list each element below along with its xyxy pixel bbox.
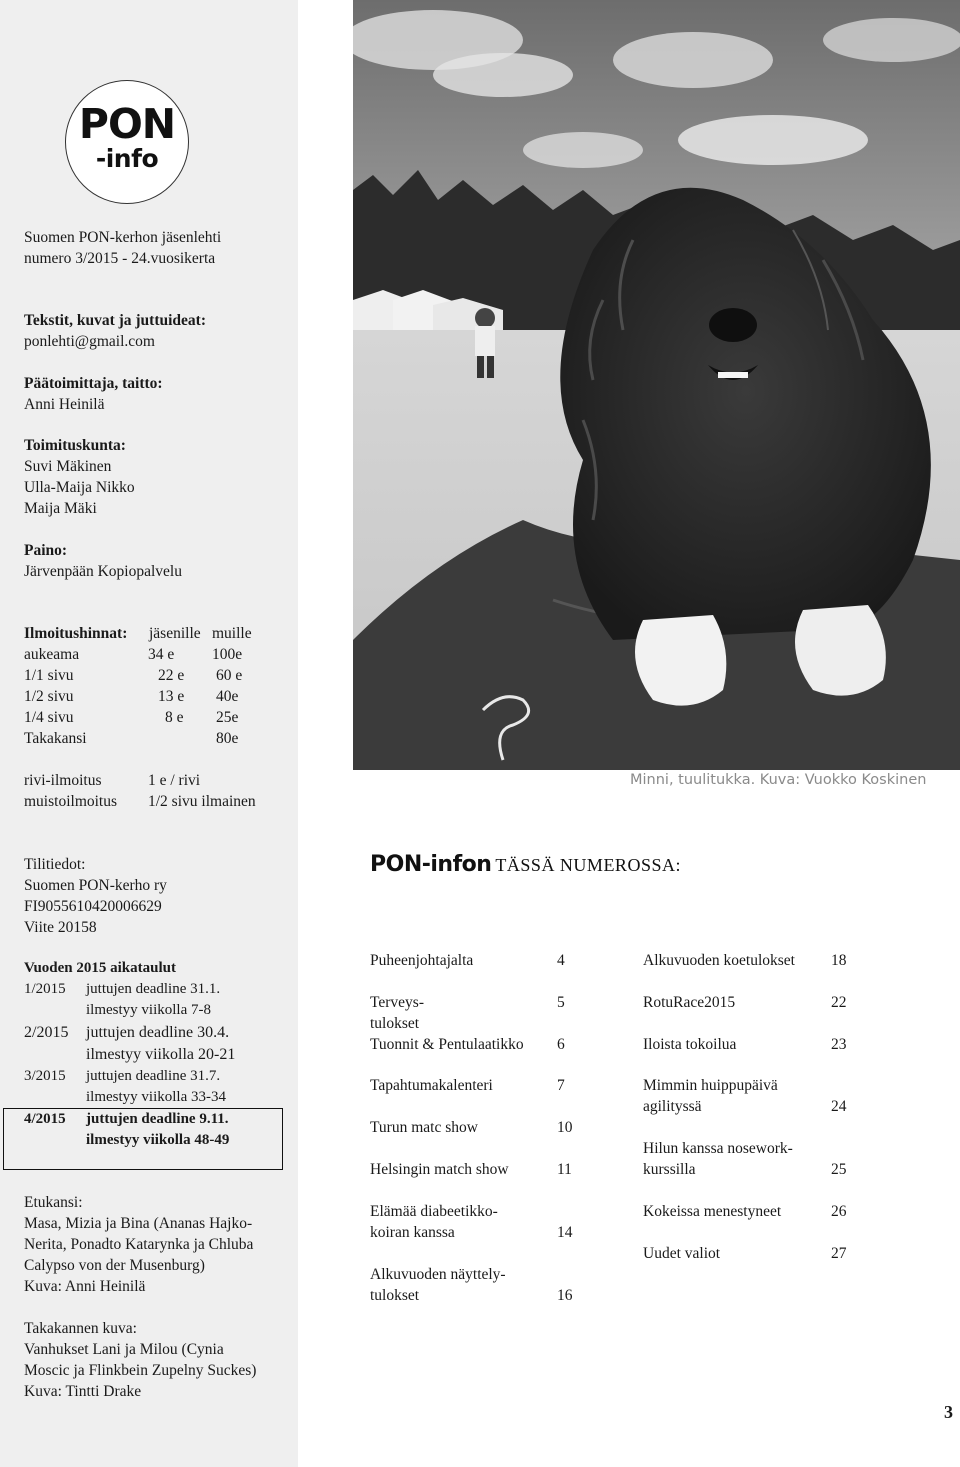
toc-brand: PON-infon xyxy=(370,852,492,877)
toc-title-cont: agilityssä xyxy=(643,1098,702,1115)
schedule-title: Vuoden 2015 aikataulut xyxy=(24,960,176,976)
toc-title: Elämää diabeetikko- xyxy=(370,1203,498,1220)
toc-page: 26 xyxy=(831,1203,847,1220)
bank-label: Tilitiedot: xyxy=(24,856,86,873)
toc-page: 18 xyxy=(831,952,847,969)
contact-line: Järvenpään Kopiopalvelu xyxy=(24,563,182,580)
ad-size: aukeama xyxy=(24,646,80,663)
toc-heading-text: TÄSSÄ NUMEROSSA: xyxy=(495,855,681,875)
toc-page: 24 xyxy=(831,1098,847,1115)
cover-line: Calypso von der Musenburg) xyxy=(24,1257,205,1274)
ad-extra-value: 1/2 sivu ilmainen xyxy=(148,793,256,810)
contact-label: Paino: xyxy=(24,542,68,559)
schedule-period: 2/2015 xyxy=(24,1024,69,1041)
schedule-period: 1/2015 xyxy=(24,981,66,997)
schedule-deadline: juttujen deadline 31.1. xyxy=(86,981,221,997)
front-cover-info xyxy=(24,1192,253,1297)
col-members: jäsenille xyxy=(149,625,201,642)
ad-size: 1/2 sivu xyxy=(24,688,74,705)
schedule-period: 3/2015 xyxy=(24,1068,66,1084)
cover-label: Etukansi: xyxy=(24,1194,83,1211)
toc-page: 14 xyxy=(557,1224,573,1241)
toc-title-cont: kurssilla xyxy=(643,1161,696,1178)
toc-title: Alkuvuoden koetulokset xyxy=(643,952,795,969)
back-cover-line: Kuva: Tintti Drake xyxy=(24,1383,142,1400)
contact-label: Päätoimittaja, taitto: xyxy=(24,375,163,392)
toc-page: 25 xyxy=(831,1161,847,1178)
contact-staff xyxy=(24,435,135,519)
toc-page: 22 xyxy=(831,994,847,1011)
ad-price-others: 80e xyxy=(216,730,239,747)
toc-title: Alkuvuoden näyttely- xyxy=(370,1266,506,1283)
ad-price-others: 60 e xyxy=(216,667,243,684)
contact-texts xyxy=(24,310,206,352)
toc-title: Tuonnit & Pentulaatikko xyxy=(370,1036,524,1053)
toc-page: 23 xyxy=(831,1036,847,1053)
schedule-week: ilmestyy viikolla 33-34 xyxy=(86,1089,226,1105)
toc-title: Terveys-tulokset xyxy=(370,994,425,1032)
toc-page: 16 xyxy=(557,1287,573,1304)
contact-print xyxy=(24,540,182,582)
cover-line: Nerita, Ponadto Katarynka ja Chluba xyxy=(24,1236,254,1253)
toc-title-cont: tulokset xyxy=(370,1287,420,1304)
logo-text-pon: PON xyxy=(78,100,176,148)
toc-title: Helsingin match show xyxy=(370,1161,509,1178)
schedule-week: ilmestyy viikolla 20-21 xyxy=(86,1046,236,1063)
schedule-deadline: juttujen deadline 30.4. xyxy=(86,1024,230,1041)
toc-page: 5 xyxy=(557,994,565,1011)
photo-caption xyxy=(630,772,926,788)
ad-price-others: 100e xyxy=(212,646,243,663)
pon-info-logo xyxy=(65,80,189,204)
toc-title: Hilun kanssa nosework- xyxy=(643,1140,793,1157)
toc-page: 7 xyxy=(557,1077,565,1094)
back-cover-label: Takakannen kuva: xyxy=(24,1320,137,1337)
bank-line: FI9055610420006629 xyxy=(24,898,162,915)
toc-title: Kokeissa menestyneet xyxy=(643,1203,782,1220)
toc-title: Mimmin huippupäivä xyxy=(643,1077,778,1094)
bank-info xyxy=(24,854,167,938)
contact-label: Tekstit, kuvat ja juttuideat: xyxy=(24,312,206,329)
schedule-period: 4/2015 xyxy=(24,1111,66,1127)
ad-price-members: 22 e xyxy=(158,667,185,684)
ad-size: 1/4 sivu xyxy=(24,709,74,726)
bank-line: Viite 20158 xyxy=(24,919,97,936)
toc-heading xyxy=(370,852,681,877)
back-cover-line: Moscic ja Flinkbein Zupelny Suckes) xyxy=(24,1362,257,1379)
dog-photo-illustration xyxy=(353,0,960,770)
current-issue-highlight-box xyxy=(3,1108,283,1170)
contact-line: Maija Mäki xyxy=(24,500,97,517)
ad-prices-label: Ilmoitushinnat: xyxy=(24,625,128,642)
ad-size: 1/1 sivu xyxy=(24,667,74,684)
toc-page: 27 xyxy=(831,1245,847,1262)
ad-size: Takakansi xyxy=(24,730,87,747)
toc-title: Turun matc show xyxy=(370,1119,478,1136)
ad-price-others: 40e xyxy=(216,688,239,705)
page-number: 3 xyxy=(944,1402,953,1422)
toc-title: RotuRace2015 xyxy=(643,994,736,1011)
masthead-line: numero 3/2015 - 24.vuosikerta xyxy=(24,250,216,267)
schedule-week: ilmestyy viikolla 7-8 xyxy=(86,1002,211,1018)
toc-title: Uudet valiot xyxy=(643,1245,721,1262)
caption-credit: Kuva: Vuokko Koskinen xyxy=(755,772,927,788)
contact-label: Toimituskunta: xyxy=(24,437,126,454)
ad-price-members: 8 e xyxy=(165,709,184,726)
cover-line: Kuva: Anni Heinilä xyxy=(24,1278,146,1295)
bank-line: Suomen PON-kerho ry xyxy=(24,877,167,894)
toc-title-cont: koiran kanssa xyxy=(370,1224,455,1241)
masthead-line: Suomen PON-kerhon jäsenlehti xyxy=(24,229,222,246)
back-cover-line: Vanhukset Lani ja Milou (Cynia xyxy=(24,1341,224,1358)
contact-line: Suvi Mäkinen xyxy=(24,458,112,475)
ad-extra-value: 1 e / rivi xyxy=(148,772,201,789)
caption-main: Minni, tuulitukka. xyxy=(630,772,756,788)
dog-photo xyxy=(353,0,960,770)
toc-page: 11 xyxy=(557,1161,572,1178)
schedule-week: ilmestyy viikolla 48-49 xyxy=(86,1132,230,1148)
contact-editor xyxy=(24,373,163,415)
cover-line: Masa, Mizia ja Bina (Ananas Hajko- xyxy=(24,1215,253,1232)
toc-title: Puheenjohtajalta xyxy=(370,952,474,969)
contact-email: ponlehti@gmail.com xyxy=(24,333,155,350)
logo-text-info: -info xyxy=(95,144,159,173)
ad-price-members: 34 e xyxy=(148,646,175,663)
toc-page: 4 xyxy=(557,952,565,969)
toc-title: Iloista tokoilua xyxy=(643,1036,737,1053)
ad-price-members: 13 e xyxy=(158,688,185,705)
ad-extra-name: muistoilmoitus xyxy=(24,793,118,810)
ad-price-others: 25e xyxy=(216,709,239,726)
toc-page: 10 xyxy=(557,1119,573,1136)
toc-title: Tapahtumakalenteri xyxy=(370,1077,493,1094)
toc-page: 6 xyxy=(557,1036,565,1053)
schedule-deadline: juttujen deadline 31.7. xyxy=(86,1068,221,1084)
masthead xyxy=(24,227,221,269)
col-others: muille xyxy=(212,625,252,642)
contact-line: Anni Heinilä xyxy=(24,396,105,413)
schedule-deadline: juttujen deadline 9.11. xyxy=(86,1111,229,1127)
ad-extra-name: rivi-ilmoitus xyxy=(24,772,102,789)
back-cover-info xyxy=(24,1318,256,1402)
contact-line: Ulla-Maija Nikko xyxy=(24,479,135,496)
